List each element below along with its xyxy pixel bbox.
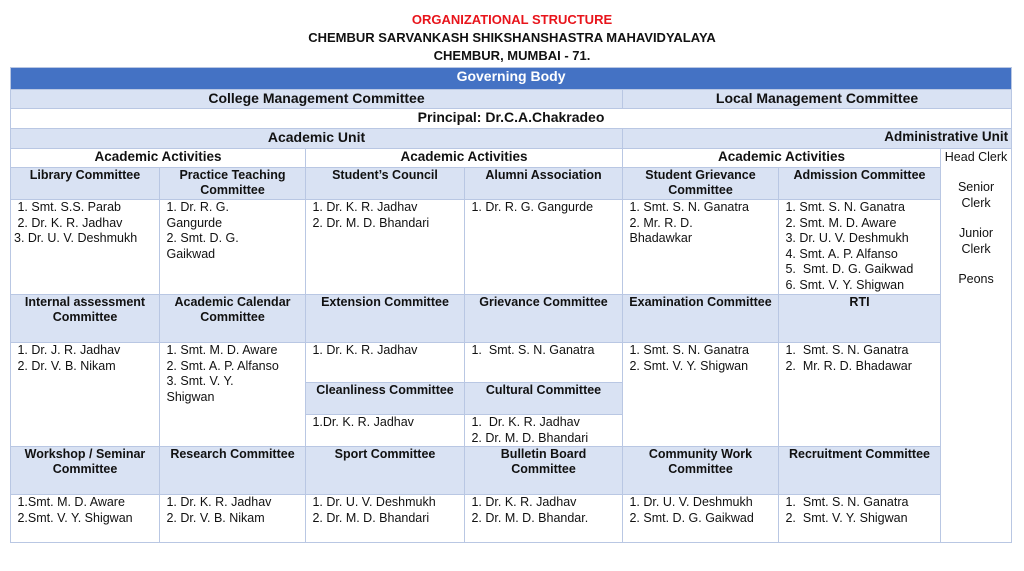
- recruitment-committee: Recruitment Committee: [779, 447, 941, 495]
- extension-committee-members: 1. Dr. K. R. Jadhav: [306, 343, 465, 383]
- college-location: CHEMBUR, MUMBAI - 71.: [433, 48, 591, 63]
- community-work-committee: Community Work Committee: [623, 447, 779, 495]
- cleanliness-committee-members: 1.Dr. K. R. Jadhav: [306, 415, 465, 447]
- research-committee-members: 1. Dr. K. R. Jadhav 2. Dr. V. B. Nikam: [160, 495, 306, 543]
- community-work-members: 1. Dr. U. V. Deshmukh 2. Smt. D. G. Gaikwad: [623, 495, 779, 543]
- library-committee: Library Committee: [11, 168, 160, 200]
- internal-assessment-members: 1. Dr. J. R. Jadhav 2. Dr. V. B. Nikam: [11, 343, 160, 447]
- practice-teaching-members: 1. Dr. R. G. Gangurde 2. Smt. D. G. Gaikwad: [160, 200, 306, 295]
- chart-title: ORGANIZATIONAL STRUCTURE: [411, 12, 613, 27]
- college-name: CHEMBUR SARVANKASH SHIKSHANSHASTRA MAHAVIDYALAYA: [308, 30, 716, 45]
- cultural-committee: Cultural Committee: [465, 383, 623, 415]
- administrative-unit: Administrative Unit: [623, 129, 1012, 149]
- students-council: Student’s Council: [306, 168, 465, 200]
- junior-clerk: Junior Clerk: [959, 226, 994, 256]
- academic-activities-1: Academic Activities: [11, 149, 306, 168]
- cleanliness-committee: Cleanliness Committee: [306, 383, 465, 415]
- grievance-committee-members: 1. Smt. S. N. Ganatra: [465, 343, 623, 383]
- admission-committee: Admission Committee: [779, 168, 941, 200]
- academic-calendar-members: 1. Smt. M. D. Aware 2. Smt. A. P. Alfanso 3. Smt. V. Y. Shigwan: [160, 343, 306, 447]
- practice-teaching-committee: Practice Teaching Committee: [160, 168, 306, 200]
- academic-unit: Academic Unit: [11, 129, 623, 149]
- grievance-committee: Grievance Committee: [465, 295, 623, 343]
- student-grievance-committee: Student Grievance Committee: [623, 168, 779, 200]
- alumni-association: Alumni Association: [465, 168, 623, 200]
- rti-members: 1. Smt. S. N. Ganatra 2. Mr. R. D. Bhadawar: [779, 343, 941, 447]
- examination-committee: Examination Committee: [623, 295, 779, 343]
- admission-committee-members: 1. Smt. S. N. Ganatra 2. Smt. M. D. Aware 3. Dr. U. V. Deshmukh 4. Smt. A. P. Alfanso 5. Smt. D. G. Gaikwad 6. Smt. V. Y. Shigwan: [779, 200, 941, 295]
- governing-body: Governing Body: [11, 68, 1012, 90]
- peons: Peons: [958, 272, 994, 286]
- local-management-committee: Local Management Committee: [623, 90, 1012, 109]
- sport-committee-members: 1. Dr. U. V. Deshmukh 2. Dr. M. D. Bhandari: [306, 495, 465, 543]
- examination-committee-members: 1. Smt. S. N. Ganatra 2. Smt. V. Y. Shigwan: [623, 343, 779, 447]
- academic-activities-2: Academic Activities: [306, 149, 623, 168]
- college-management-committee: College Management Committee: [11, 90, 623, 109]
- head-clerk: Head Clerk: [944, 150, 1008, 164]
- bulletin-board-committee: Bulletin Board Committee: [465, 447, 623, 495]
- principal: Principal: Dr.C.A.Chakradeo: [11, 109, 1012, 129]
- research-committee: Research Committee: [160, 447, 306, 495]
- org-structure-table: [10, 67, 1012, 543]
- library-committee-members: 1. Smt. S.S. Parab 2. Dr. K. R. Jadhav 3. Dr. U. V. Deshmukh: [11, 200, 160, 295]
- cultural-committee-members: 1. Dr. K. R. Jadhav 2. Dr. M. D. Bhandari: [465, 415, 623, 447]
- workshop-seminar-members: 1.Smt. M. D. Aware 2.Smt. V. Y. Shigwan: [11, 495, 160, 543]
- student-grievance-members: 1. Smt. S. N. Ganatra 2. Mr. R. D. Bhadawkar: [623, 200, 779, 295]
- senior-clerk: Senior Clerk: [957, 180, 995, 210]
- alumni-association-members: 1. Dr. R. G. Gangurde: [465, 200, 623, 295]
- bulletin-board-members: 1. Dr. K. R. Jadhav 2. Dr. M. D. Bhandar.: [465, 495, 623, 543]
- recruitment-committee-members: 1. Smt. S. N. Ganatra 2. Smt. V. Y. Shigwan: [779, 495, 941, 543]
- internal-assessment-committee: Internal assessment Committee: [11, 295, 160, 343]
- extension-committee: Extension Committee: [306, 295, 465, 343]
- administrative-staff: [941, 149, 1012, 543]
- workshop-seminar-committee: Workshop / Seminar Committee: [11, 447, 160, 495]
- students-council-members: 1. Dr. K. R. Jadhav 2. Dr. M. D. Bhandari: [306, 200, 465, 295]
- academic-activities-3: Academic Activities: [623, 149, 941, 168]
- sport-committee: Sport Committee: [306, 447, 465, 495]
- academic-calendar-committee: Academic Calendar Committee: [160, 295, 306, 343]
- rti: RTI: [779, 295, 941, 343]
